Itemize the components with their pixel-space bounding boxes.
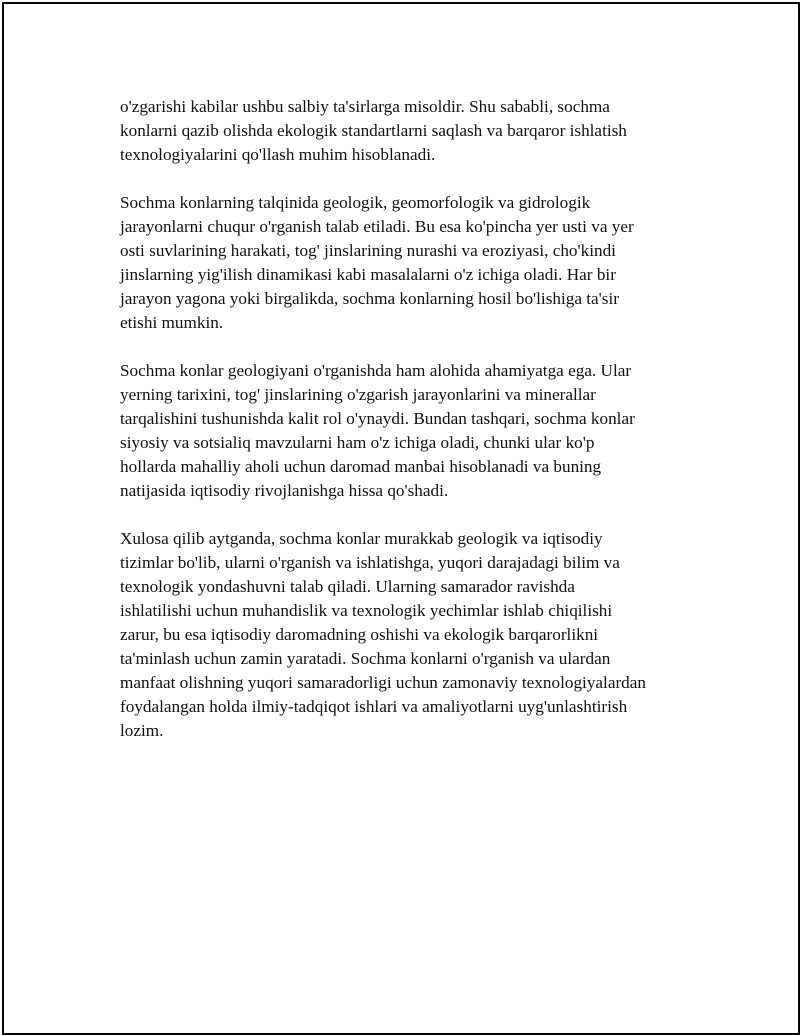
paragraph-1: o'zgarishi kabilar ushbu salbiy ta'sirlarga misoldir. Shu sababli, sochma konlarni qazib olishda ekologik standartlarni saqlash va barqaror ishlatish texnologiyalarini qo'llash muhim hisoblanadi.	[120, 97, 627, 164]
paragraph-2: Sochma konlarning talqinida geologik, geomorfologik va gidrologik jarayonlarni chuqur o'rganish talab etiladi. Bu esa ko'pincha yer usti va yer osti suvlarining harakati, tog' jinslarining nurashi va eroziyasi, cho'kindi jinslarning yig'ilish dinamikasi kabi masalalarni o'z ichiga oladi. Har bir jarayon yagona yoki birgalikda, sochma konlarning hosil bo'lishiga ta'sir etishi mumkin.	[120, 193, 634, 332]
paragraph-4: Xulosa qilib aytganda, sochma konlar murakkab geologik va iqtisodiy tizimlar bo'lib, ularni o'rganish va ishlatishga, yuqori darajadagi bilim va texnologik yondashuvni talab qiladi. Ularning samarador ravishda ishlatilishi uchun muhandislik va texnologik yechimlar ishlab chiqilishi zarur, bu esa iqtisodiy daromadning oshishi va ekologik barqarorlikni ta'minlash uchun zamin yaratadi. Sochma konlarni o'rganish va ulardan manfaat olishning yuqori samaradorligi uchun zamonaviy texnologiyalardan foydalangan holda ilmiy-tadqiqot ishlari va amaliyotlarni uyg'unlashtirish lozim.	[120, 529, 646, 740]
paragraph-3: Sochma konlar geologiyani o'rganishda ham alohida ahamiyatga ega. Ular yerning tarixini, tog' jinslarining o'zgarish jarayonlarini va minerallar tarqalishini tushunishda kalit rol o'ynaydi. Bundan tashqari, sochma konlar siyosiy va sotsialiq mavzularni ham o'z ichiga oladi, chunki ular ko'p hollarda mahalliy aholi uchun daromad manbai hisoblanadi va buning natijasida iqtisodiy rivojlanishga hissa qo'shadi.	[120, 361, 635, 500]
document-page	[2, 2, 800, 1035]
document-body	[120, 95, 705, 767]
